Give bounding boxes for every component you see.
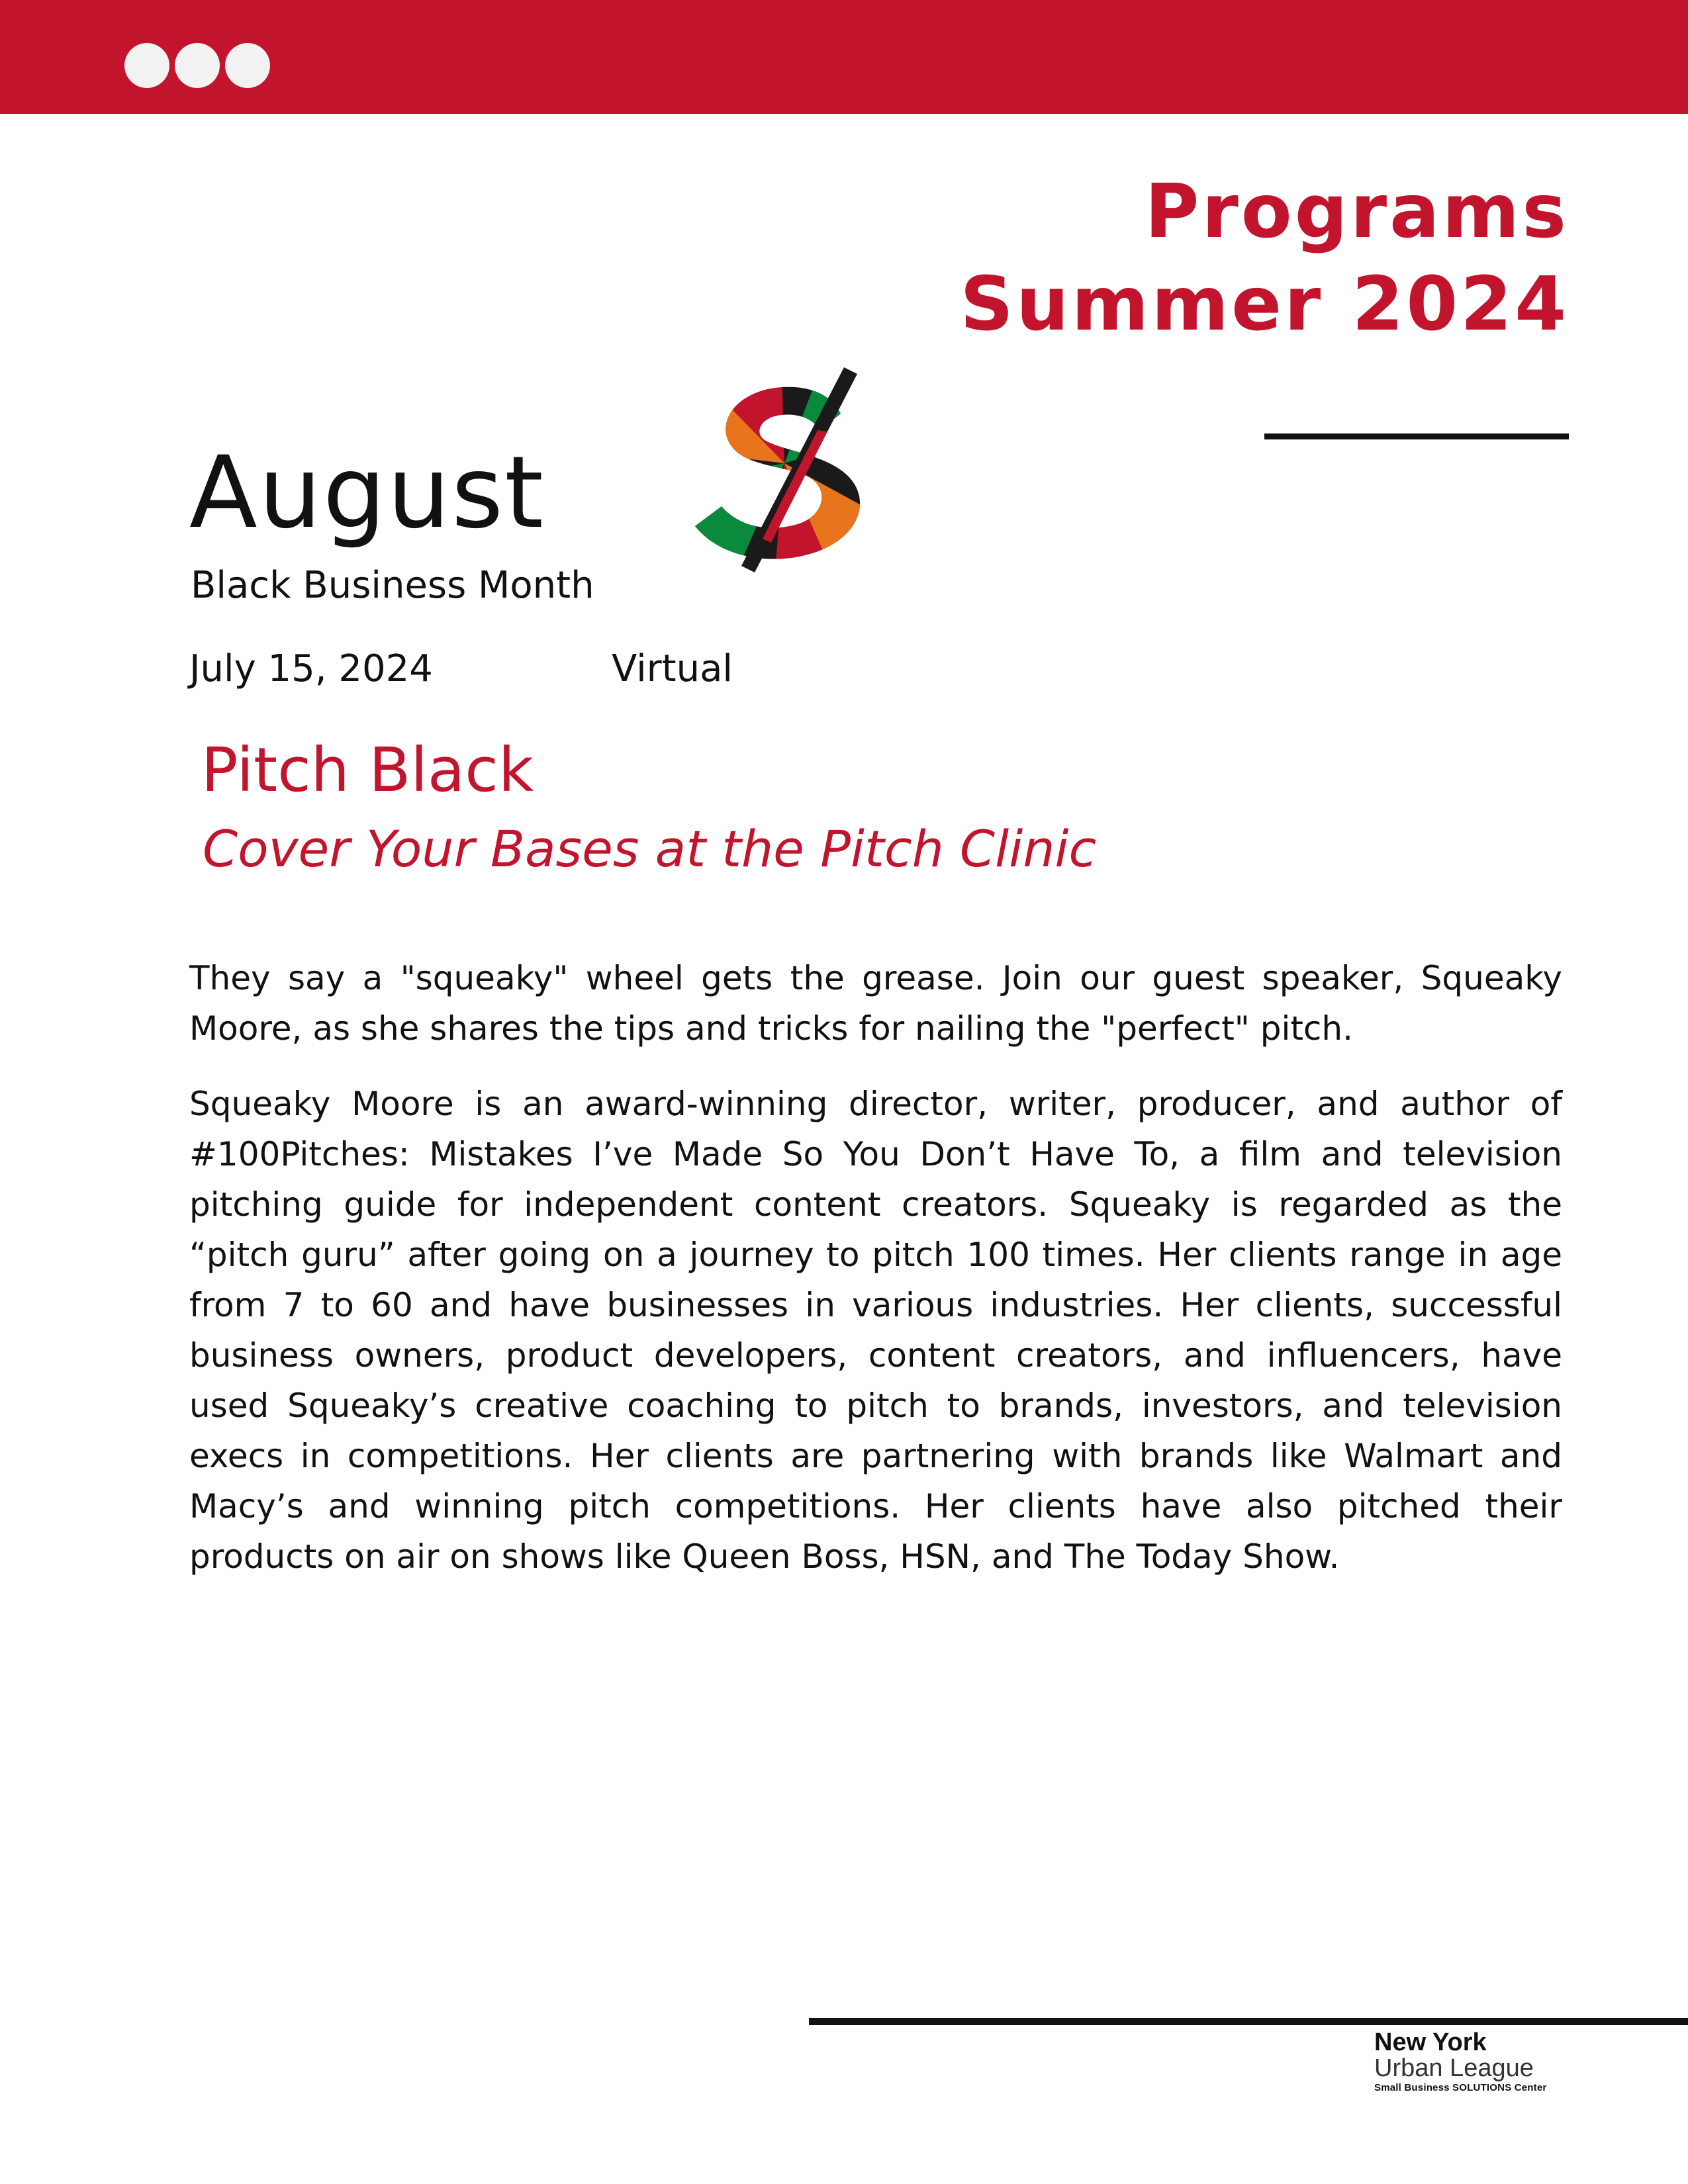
dollar-sign-icon (675, 351, 894, 576)
event-description (189, 953, 1562, 1607)
window-dot-icon (225, 43, 270, 88)
window-dot-icon (124, 43, 169, 88)
page-title (960, 165, 1569, 351)
description-paragraph: They say a "squeaky" wheel gets the grease. Join our guest speaker, Squeaky Moore, as she shares the tips and tricks for nailing the "perfect" pitch. (189, 959, 1562, 1048)
description-paragraph: Squeaky Moore is an award-winning director, writer, producer, and author of #100Pitches: Mistakes I’ve Made So You Don’t Have To, a film and television pitching guide for independent content creators. Squeaky is regarded as the “pitch guru” after going on a journey to pitch 100 times. Her clients range in age from 7 to 60 and have businesses in various industries. Her clients, successful business owners, product developers, content creators, and influencers, have used Squeaky’s creative coaching to pitch to brands, investors, and television execs in competitions. Her clients are partnering with brands like Walmart and Macy’s and winning pitch competitions. Her clients have also pitched their products on air on shows like Queen Boss, HSN, and The Today Show. (189, 1085, 1562, 1576)
footer-divider (809, 2018, 1688, 2025)
event-subtitle: Cover Your Bases at the Pitch Clinic (203, 819, 1097, 878)
divider (1264, 433, 1569, 439)
event-title: Pitch Black (201, 735, 534, 805)
page-title-line2: Summer 2024 (960, 261, 1569, 347)
org-logo (1374, 2029, 1573, 2095)
month-heading: August (189, 435, 545, 551)
top-banner (0, 0, 1688, 114)
month-subtitle: Black Business Month (191, 564, 594, 607)
org-tagline: Small Business SOLUTIONS Center (1374, 2082, 1547, 2093)
window-dot-icon (175, 43, 220, 88)
event-location: Virtual (612, 647, 733, 690)
org-name-line2: Urban League (1374, 2054, 1534, 2082)
org-name-line1: New York (1374, 2028, 1487, 2056)
event-date: July 15, 2024 (189, 647, 433, 690)
page-title-line1: Programs (1145, 169, 1569, 255)
